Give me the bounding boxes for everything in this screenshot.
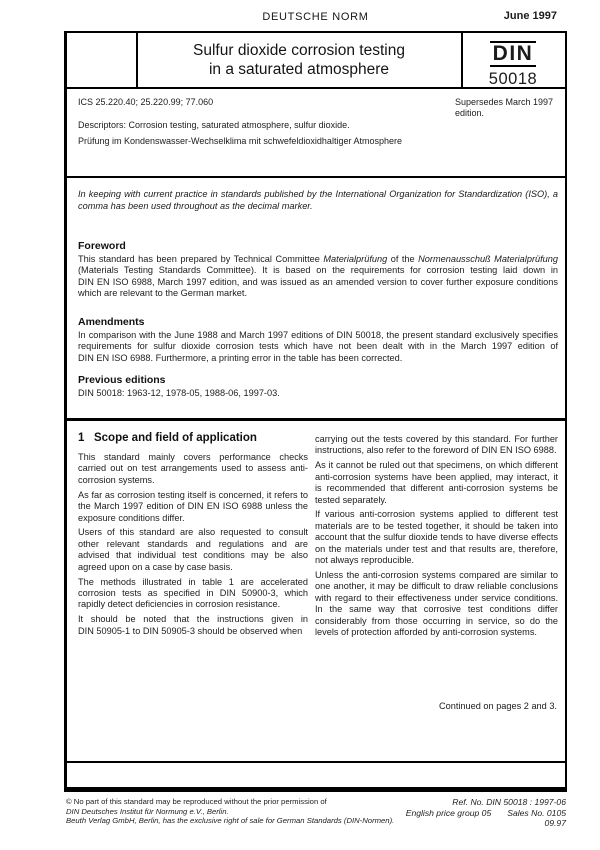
scope-paragraph: This standard mainly covers performance checks carried out on test arrangements used to assess anti-corrosion systems. [78,452,308,485]
scope-left-column [78,452,308,641]
document-title-line2: in a saturated atmosphere [208,61,390,78]
sales-number: Sales No. 0105 [507,807,566,818]
din-logo-box [462,41,564,89]
scope-paragraph: carrying out the tests covered by this standard. For further instructions, also refer to the foreword of DIN EN ISO 6988. [315,434,558,456]
scope-paragraph: As it cannot be ruled out that specimens, on which different anti-corrosion systems have been applied, may interact, it is recommended that different anti-corrosion systems be tested separately. [315,460,558,505]
ics-codes: ICS 25.220.40; 25.220.99; 77.060 [78,97,214,107]
descriptors-line: Descriptors: Corrosion testing, saturated atmosphere, sulfur dioxide. [78,120,350,130]
amendments-body: In comparison with the June 1988 and March 1997 editions of DIN 50018, the present standard exclusively specifies requirements for sulfur dioxide corrosion tests which have not been dealt with in the March 1997 edition of DIN EN ISO 6988. Furthermore, a printing error in the table has been corrected. [78,330,558,363]
document-title [138,41,460,79]
continued-note: Continued on pages 2 and 3. [438,701,557,711]
foreword-body [78,254,558,300]
foreword-segment: This standard has been prepared by Technical Committee [78,254,324,264]
foreword-heading: Foreword [78,240,126,252]
din-logo: DIN [490,41,537,67]
scope-paragraph: As far as corrosion testing itself is concerned, it refers to the March 1997 edition of DIN EN ISO 6988 unless the exposure conditions differ. [78,489,308,523]
scope-right-column [315,434,558,642]
footer-reference-block [326,797,566,829]
previous-editions-heading: Previous editions [78,374,166,386]
scope-paragraph: If various anti-corrosion systems applied to different test materials are to be tested together, it should be taken into account that the sulfur dioxide tends to have diverse effects on the materials under test and that results are, therefore, not always reproducible. [315,509,558,566]
scope-heading: 1 Scope and field of application [78,432,257,444]
issue-date: June 1997 [503,10,557,22]
section-separator-rule [64,418,567,421]
supersedes-note: Supersedes March 1997 edition. [455,97,554,118]
din-institute-line: DIN Deutsches Institut für Normung e.V., Berlin. [66,806,229,816]
scope-paragraph: It should be noted that the instructions given in DIN 50905-1 to DIN 50905-3 should be observed when [78,614,308,636]
scope-paragraph: The methods illustrated in table 1 are accelerated corrosion tests as specified in DIN 50900-3, which rapidly detect deficiencies in corrosion resistance. [78,576,308,610]
scope-paragraph: Users of this standard are also requested to consult other relevant standards and regulations and are advised that individual test conditions may be also agreed upon on a case by case basis. [78,527,308,572]
footer-divider-rule [64,761,567,763]
deutsche-norm-label: DEUTSCHE NORM [262,11,369,23]
price-group: English price group 05 [405,807,492,818]
din-number: 50018 [488,70,538,88]
foreword-committee-name: Materialprüfung [323,254,388,264]
ref-number: Ref. No. DIN 50018 : 1997-06 [452,797,566,807]
document-title-line1: Sulfur dioxide corrosion testing [193,42,405,59]
foreword-committee-name-german: Normenausschuß Materialprüfung [418,254,558,264]
beuth-verlag-line: Beuth Verlag GmbH, Berlin, has the exclusive right of sale for German Standards (DIN-Normen). [66,816,395,826]
german-title: Prüfung im Kondenswasser-Wechselklima mit schwefeldioxidhaltiger Atmosphere [78,136,402,146]
scope-paragraph: Unless the anti-corrosion systems compared are similar to one another, it may be difficult to draw reliable conclusions with regard to their effectiveness under service conditions. In the same way that corrosive test conditions differ considerably from those occurring in service, so do the levels of protection afforded by anti-corrosion systems. [315,569,558,637]
foreword-segment: of the [387,254,419,264]
header-divider-rule [64,176,567,178]
copyright-line: © No part of this standard may be reproduced without the prior permission of [66,797,327,806]
iso-decimal-note: In keeping with current practice in standards published by the International Organization for Standardization (ISO), a comma has been used throughout as the decimal marker. [78,189,558,211]
foreword-segment: (Materials Testing Standards Committee). It is based on the requirements for corrosion testing laid down in DIN EN ISO 6988, March 1997 edition, and was issued as an amended version to cover further exposure conditions which are relevant to the German market. [78,265,558,299]
previous-editions-body: DIN 50018: 1963-12, 1978-05, 1988-06, 1997-03. [78,388,280,398]
amendments-heading: Amendments [78,316,145,328]
price-sales-line [326,808,566,819]
print-date: 09.97 [544,818,566,829]
